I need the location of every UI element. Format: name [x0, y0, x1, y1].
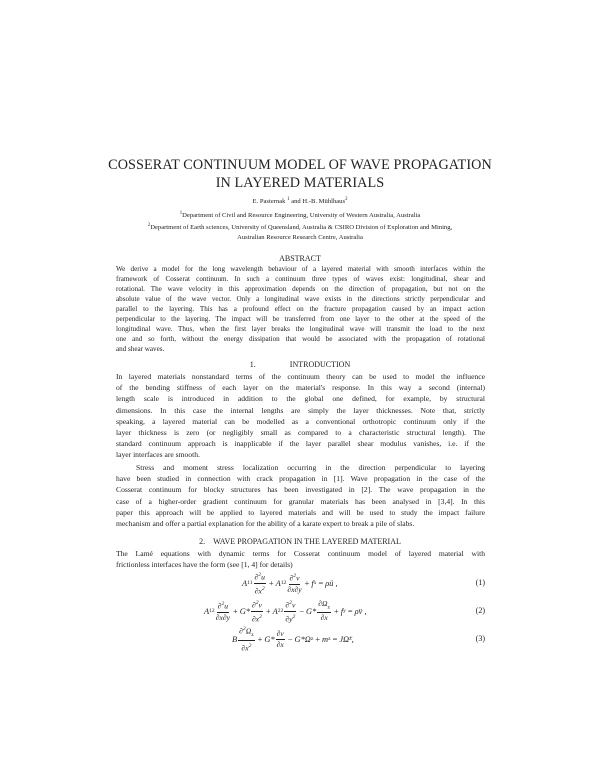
section-1-number: 1.	[249, 360, 256, 369]
section-2-title: WAVE PROPAGATION IN THE LAYERED MATERIAL	[213, 537, 401, 546]
equation-3-body: B $\frac{\partial^2\Omega_z}{\partial x^2}$ + G* $\frac{\partial v}{\partial x}$ − G*Ω z + m z = JΩ̈ z ,	[232, 626, 354, 653]
body-line: Stress and moment stress localization occurring in the direction perpendicular to layering	[136, 463, 485, 472]
body-line: frictionless interfaces have the form (see [1, 4] for details)	[116, 560, 293, 570]
body-line: have been studied in connection with crack propagation in [1]. Wave propagation in the case of the	[116, 474, 485, 484]
body-line: Cosserat continuum for blocky structures has been investigated in [2]. The wave propagation in the	[116, 485, 485, 495]
abstract-line: longitudinal wave. Thus, when the first layer breaks the longitudinal wave will transmit the load to the next	[116, 325, 485, 333]
title-line-2: IN LAYERED MATERIALS	[215, 175, 385, 191]
body-line: The Lamé equations with dynamic terms for Cosserat continuum model of layered material with	[116, 549, 485, 558]
paper-title	[100, 156, 500, 192]
section-2-intro	[116, 548, 485, 570]
body-line: speaking, a layered material can be modelled as a conventional orthotropic continuum only if the	[116, 416, 485, 426]
author-line	[100, 196, 500, 206]
section-1-title: INTRODUCTION	[289, 360, 351, 369]
equation-2-number: (2)	[475, 606, 485, 615]
abstract-line: We derive a model for the long wavelength behaviour of a layered material with smooth interfaces within the	[116, 265, 485, 273]
abstract-heading: ABSTRACT	[279, 254, 321, 263]
author-2-affil-mark: 2	[345, 197, 348, 202]
section-1-heading	[100, 360, 500, 370]
body-line: layer interfaces are smooth.	[116, 450, 200, 460]
equation-1-number: (1)	[475, 578, 485, 587]
body-line: standard continuum approach is inapplicable if the layer parallel shear modulus vanishes, i.e. if the	[116, 439, 485, 449]
abstract-line: and shear waves.	[116, 345, 165, 353]
equation-1	[116, 570, 485, 596]
body-line: length scale is introduced in addition to the global one defined, for example, by structural	[116, 394, 485, 404]
abstract-body	[116, 264, 485, 354]
author-2: and H.-B. Mühlhaus	[291, 198, 346, 206]
title-line-1: COSSERAT CONTINUUM MODEL OF WAVE PROPAGATION	[108, 157, 492, 173]
body-line: In layered materials nonstandard terms of the continuum theory can be used to model the influence	[116, 372, 485, 381]
abstract-line: framework of Cosserat continuum. In such a continuum three types of waves exist: longitudinal, shear and	[116, 275, 485, 283]
affiliation-3: Australian Resource Research Centre, Australia	[237, 234, 363, 241]
body-line: mechanism and offer a partial explanation for the ability of a karate expert to break a pile of slabs.	[116, 519, 415, 529]
equation-1-body: A 11 $\frac{\partial^2u}{\partial x^2}$ + A 12 $\frac{\partial^2v}{\partial x\partial y}$ + f x = ρü ,	[242, 571, 338, 596]
abstract-line: absolute value of the wave vector. Only a longitudinal wave exists in the directions strictly perpendicular and	[116, 295, 485, 303]
abstract-line: rotational. The wave velocity in this approximation depends on the direction of propagation, but not on the	[116, 285, 485, 293]
equation-2	[116, 598, 485, 624]
equation-3-number: (3)	[475, 634, 485, 643]
equation-3	[116, 626, 485, 652]
body-line: case of a higher-order gradient continuum for granular materials has been analysed in [3,4]. In this	[116, 496, 485, 506]
section-2-number: 2.	[199, 537, 206, 546]
body-line: dimensions. In this case the internal lengths are simply the layer thicknesses. Note that, strictly	[116, 405, 485, 415]
section-1-paragraph-2	[116, 462, 485, 529]
equation-2-body: A 12 $\frac{\partial^2u}{\partial x\partial y}$ + G* $\frac{\partial^2v}{\partial x^2}$ + A 22 $\frac{\partial^2v}{\partial y^2}$ − G* $\frac{\partial\Omega_z}{\partial x}$ + f y = ρv̈ ,	[204, 598, 367, 624]
section-2-heading	[100, 537, 500, 547]
body-line: of the bending stiffness of each layer on the material's response. In this way a second (internal)	[116, 383, 485, 393]
abstract-line: parallel to the layering. This has a profound effect on the fracture propagation caused by an impact action	[116, 305, 485, 313]
body-line: paper this approach will be applied to layered materials and will be used to study the impact failure	[116, 507, 485, 517]
abstract-line: one and so forth, without the energy dissipation that would be associated with the propagation of rotational	[116, 335, 485, 343]
body-line: layer thickness is zero (or negligibly small as compared to a characteristic structural length). The	[116, 428, 485, 438]
author-1-affil-mark: 1	[287, 197, 290, 202]
author-1: E. Pasternak	[252, 198, 286, 206]
affiliation-2: $^2$Department of Earth sciences, University of Queensland, Australia & CSIRO Division of Exploration and Mining,	[147, 223, 453, 232]
section-1-paragraph-1	[116, 371, 485, 461]
abstract-line: perpendicular to the layering. The impact will be transferred from one layer to the other at the speed of the	[116, 315, 485, 323]
affiliation-1: $^1$Department of Civil and Resource Engineering, University of Western Australia, Australia	[179, 211, 421, 220]
